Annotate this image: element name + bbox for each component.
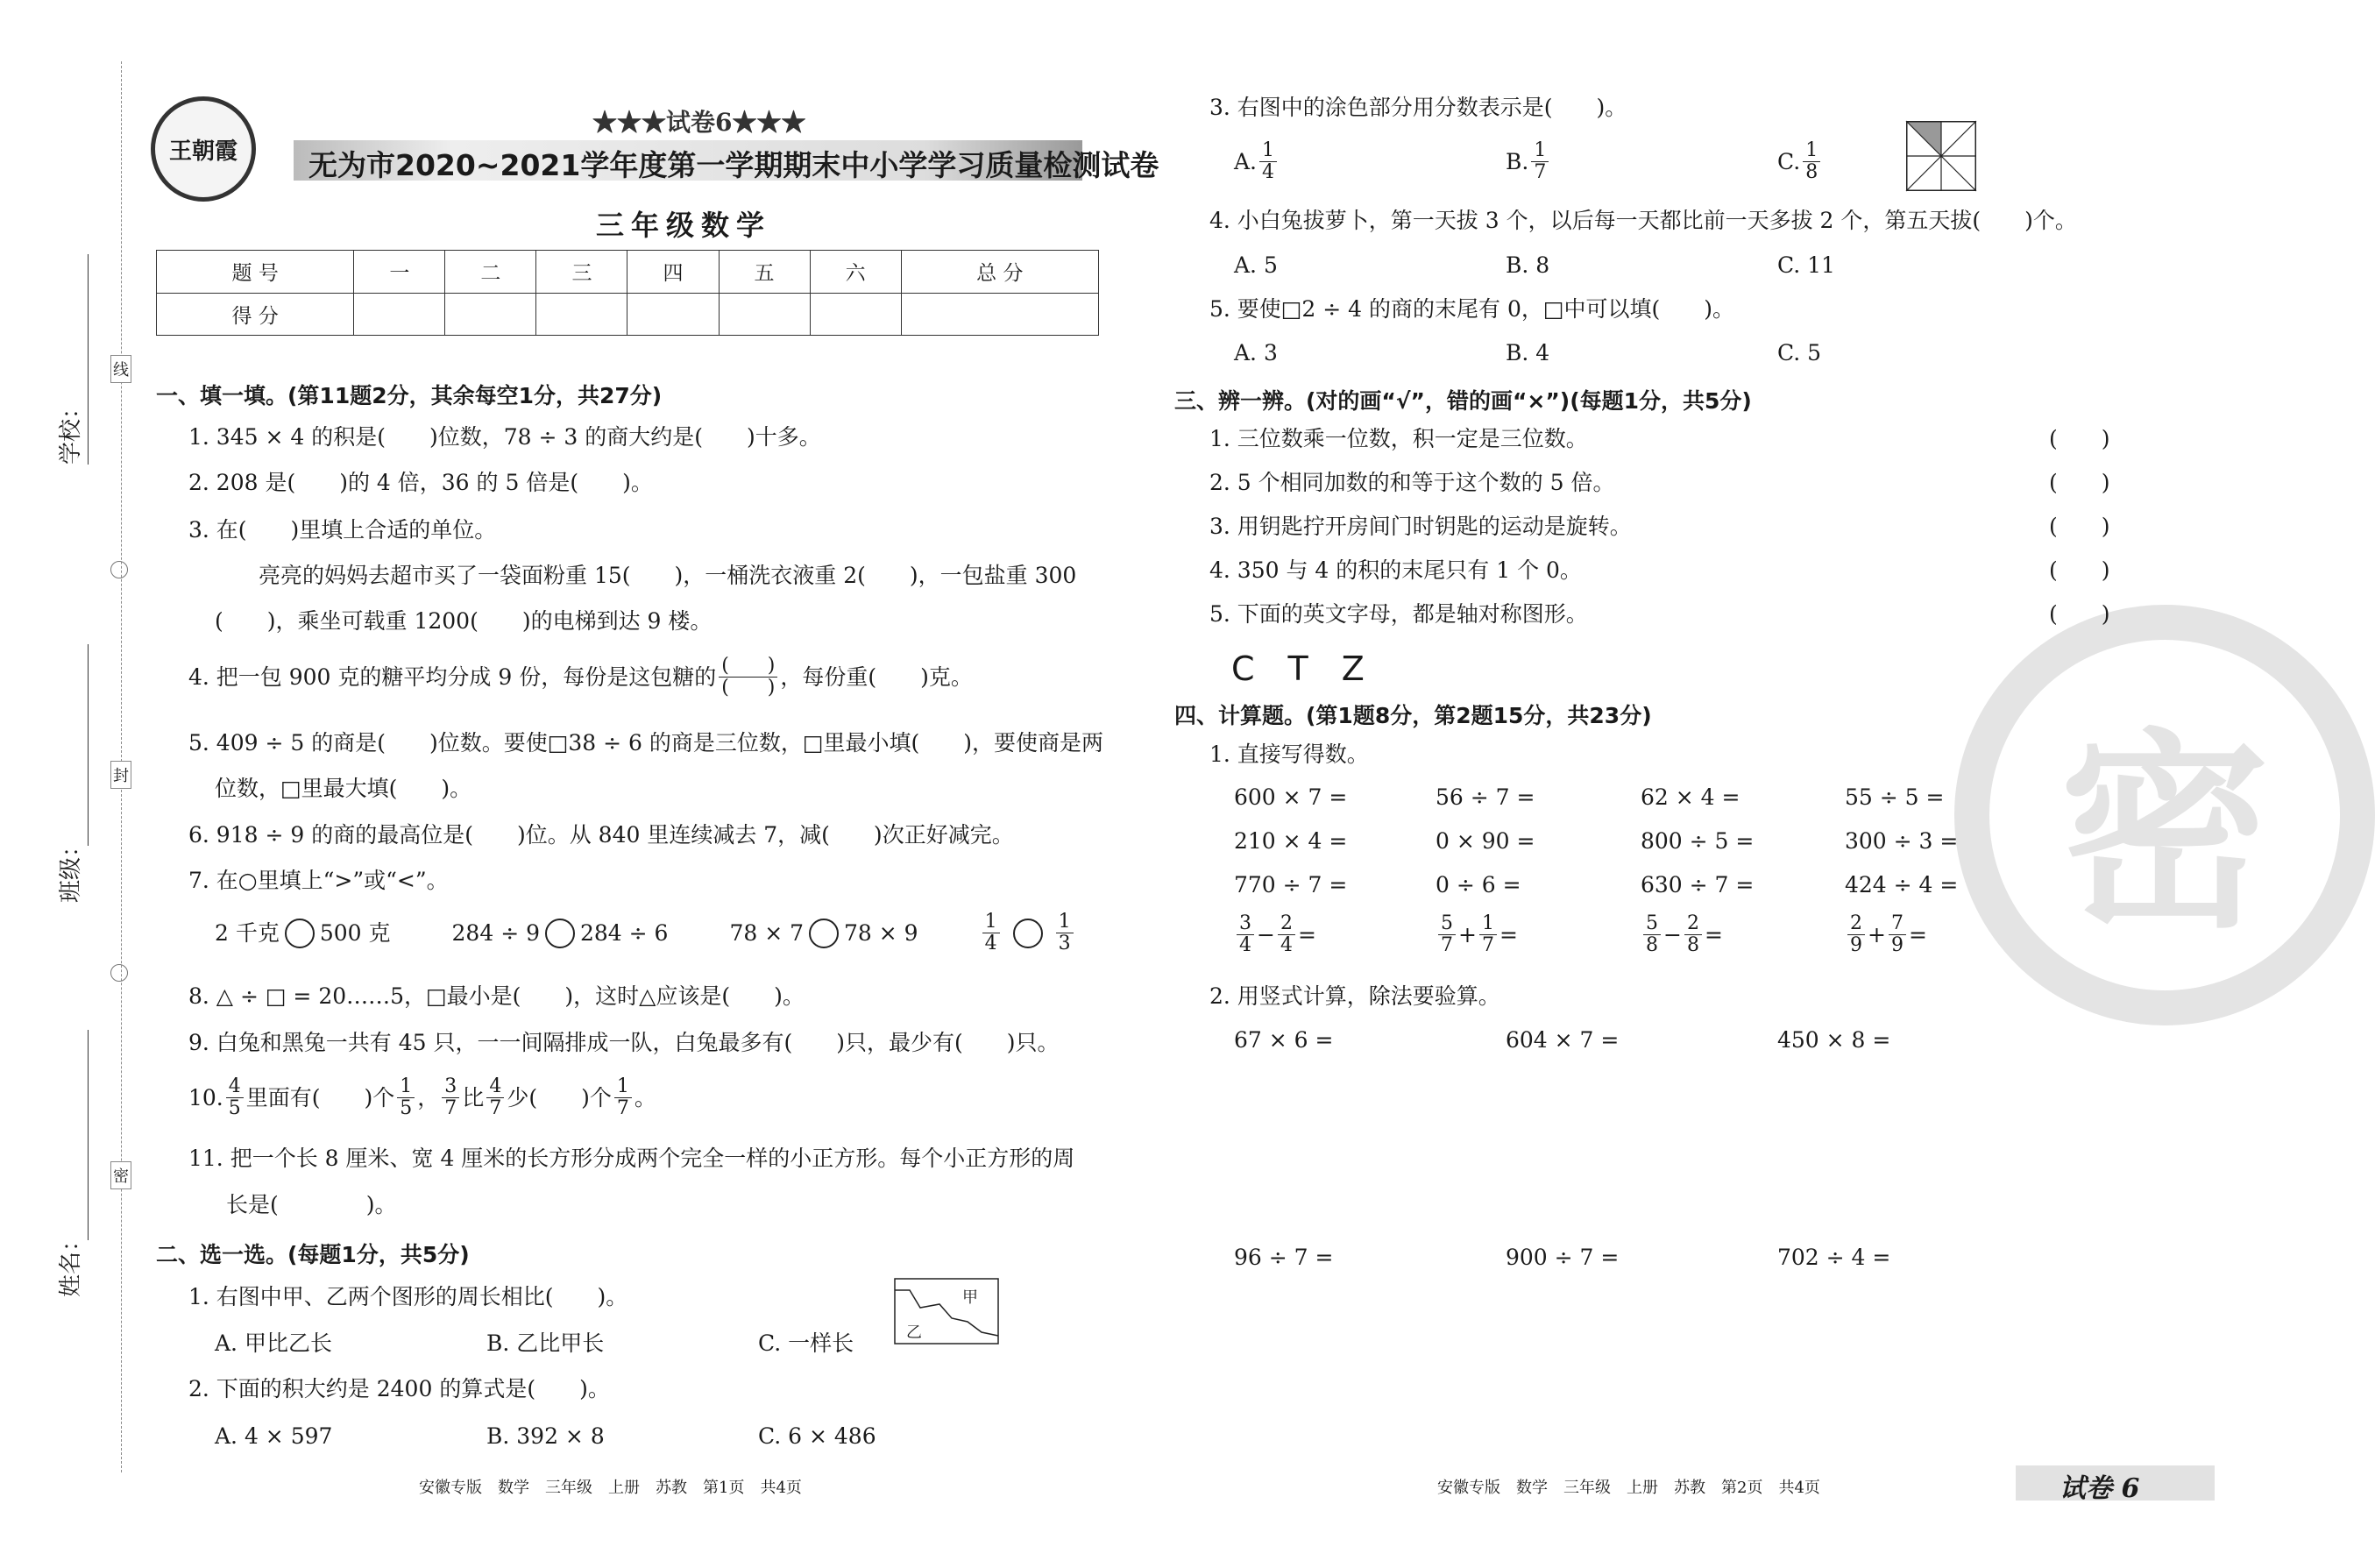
s3-answer-paren[interactable]: ( ) bbox=[2049, 470, 2110, 495]
fraction-2-9: $\frac{2}{9}$ bbox=[1847, 913, 1865, 956]
s3-item-1: 1. 三位数乘一位数，积一定是三位数。 bbox=[1209, 426, 1588, 451]
binding-circle-1 bbox=[110, 561, 128, 578]
calc-item: 630 ÷ 7 = bbox=[1641, 872, 1755, 898]
section1-title: 一、填一填。(第11题2分，其余每空1分，共27分) bbox=[156, 383, 663, 408]
compare-right: 500 克 bbox=[319, 919, 391, 946]
school-label: 学校： bbox=[58, 395, 84, 465]
s3-item-5: 5. 下面的英文字母，都是轴对称图形。 bbox=[1209, 601, 1588, 627]
score-header-cell: 总 分 bbox=[901, 251, 1098, 294]
compare-circle[interactable] bbox=[1013, 919, 1043, 948]
calc-item: 0 ÷ 6 = bbox=[1436, 872, 1521, 898]
s2-question-1: 1. 右图中甲、乙两个图形的周长相比( )。 bbox=[188, 1284, 628, 1309]
vertical-calc: 900 ÷ 7 = bbox=[1506, 1245, 1620, 1270]
s4-sub-1: 1. 直接写得数。 bbox=[1209, 741, 1369, 767]
vertical-calc: 67 × 6 = bbox=[1234, 1027, 1334, 1053]
fraction-4-5: $\frac{4}{5}$ bbox=[226, 1076, 244, 1119]
fraction-5-7: $\frac{5}{7}$ bbox=[1438, 913, 1456, 956]
calc-fraction-item: $\frac{5}{8}$ − $\frac{2}{8}$ = bbox=[1641, 913, 1723, 956]
s1-q10-text-c: 比 bbox=[462, 1084, 485, 1110]
vertical-calc: 96 ÷ 7 = bbox=[1234, 1245, 1334, 1270]
watermark-char: 密 bbox=[2059, 708, 2270, 956]
calc-fraction-item: $\frac{5}{7}$ + $\frac{1}{7}$ = bbox=[1436, 913, 1518, 956]
option-letter: B. bbox=[1506, 148, 1529, 174]
s1-q4-text-b: ，每份重( )克。 bbox=[780, 663, 973, 690]
fraction-7-9: $\frac{7}{9}$ bbox=[1889, 913, 1906, 956]
logo bbox=[151, 96, 256, 202]
calc-item: 56 ÷ 7 = bbox=[1436, 784, 1535, 810]
section2-title: 二、选一选。(每题1分，共5分) bbox=[156, 1242, 470, 1267]
paper-badge: ★★★试卷6★★★ bbox=[592, 108, 806, 137]
binding-mark-line: 线 bbox=[110, 355, 131, 383]
s3-item-3: 3. 用钥匙拧开房间门时钥匙的运动是旋转。 bbox=[1209, 514, 1632, 539]
s2-question-3: 3. 右图中的涂色部分用分数表示是( )。 bbox=[1209, 95, 1627, 120]
s1-question-9: 9. 白兔和黑兔一共有 45 只，一一间隔排成一队，白兔最多有( )只，最少有( )只。 bbox=[188, 1030, 1060, 1055]
compare-right: 284 ÷ 6 bbox=[580, 919, 669, 946]
score-table bbox=[156, 250, 1099, 336]
s2-q4-option-b[interactable]: B. 8 bbox=[1506, 252, 1550, 278]
footer-tag: 试卷 6 bbox=[2060, 1473, 2140, 1504]
s4-sub-2: 2. 用竖式计算，除法要验算。 bbox=[1209, 983, 1500, 1009]
school-field[interactable] bbox=[88, 254, 89, 465]
compare-left: 78 × 7 bbox=[729, 919, 805, 946]
fraction-2-4: $\frac{2}{4}$ bbox=[1278, 913, 1295, 956]
s2-q2-option-c[interactable]: C. 6 × 486 bbox=[758, 1423, 876, 1449]
footer-left: 安徽专版 数学 三年级 上册 苏教 第1页 共4页 bbox=[419, 1479, 802, 1497]
s1-q7-comparisons bbox=[215, 912, 1076, 954]
fraction-blank: $\frac{( )}{( )}$ bbox=[719, 656, 777, 699]
s1-question-11-line2: 长是( )。 bbox=[226, 1192, 397, 1217]
calc-item: 600 × 7 = bbox=[1234, 784, 1348, 810]
binding-circle-2 bbox=[110, 964, 128, 982]
fraction-1-7: $\frac{1}{7}$ bbox=[1479, 913, 1497, 956]
s1-question-6: 6. 918 ÷ 9 的商的最高位是( )位。从 840 里连续减去 7，减( )次正好减完。 bbox=[188, 822, 1014, 848]
s2-q4-option-c[interactable]: C. 11 bbox=[1777, 252, 1835, 278]
calc-item: 210 × 4 = bbox=[1234, 828, 1348, 854]
option-letter: C. bbox=[1777, 148, 1801, 174]
score-cell[interactable] bbox=[445, 293, 536, 336]
s3-answer-paren[interactable]: ( ) bbox=[2049, 426, 2110, 451]
calc-item: 62 × 4 = bbox=[1641, 784, 1740, 810]
score-cell[interactable] bbox=[354, 293, 445, 336]
s1-question-5-line1: 5. 409 ÷ 5 的商是( )位数。要使□38 ÷ 6 的商是三位数，□里最小填( )，要使商是两 bbox=[188, 730, 1103, 756]
s1-question-3-line1: 亮亮的妈妈去超市买了一袋面粉重 15( )，一桶洗衣液重 2( )，一包盐重 300 bbox=[259, 563, 1077, 588]
fraction-1-8: $\frac{1}{8}$ bbox=[1803, 140, 1820, 183]
fraction-3-4: $\frac{3}{4}$ bbox=[1237, 913, 1254, 956]
fraction-3-7: $\frac{3}{7}$ bbox=[442, 1076, 459, 1119]
s3-answer-paren[interactable]: ( ) bbox=[2049, 601, 2110, 627]
logo-text: 王朝霞 bbox=[168, 138, 238, 165]
s2-q3-option-a[interactable] bbox=[1234, 140, 1280, 183]
score-value-row bbox=[157, 293, 1099, 336]
score-cell[interactable] bbox=[719, 293, 810, 336]
s1-question-8: 8. △ ÷ □ = 20……5，□最小是( )，这时△应该是( )。 bbox=[188, 983, 805, 1009]
s2-q5-option-c[interactable]: C. 5 bbox=[1777, 340, 1822, 365]
score-cell[interactable] bbox=[536, 293, 627, 336]
s1-q10-text-b: 里面有( )个 bbox=[245, 1084, 395, 1110]
shaded-square-figure bbox=[1906, 121, 1976, 191]
s2-q1-option-a[interactable]: A. 甲比乙长 bbox=[215, 1330, 332, 1356]
binding-mark-seal: 封 bbox=[110, 761, 131, 789]
name-label: 姓名： bbox=[58, 1228, 84, 1297]
figure-label-jia: 甲 bbox=[962, 1288, 978, 1307]
s2-q2-option-b[interactable]: B. 392 × 8 bbox=[486, 1423, 605, 1449]
exam-title: 无为市2020~2021学年度第一学期期末中小学学习质量检测试卷 bbox=[308, 148, 1159, 182]
footer-right: 安徽专版 数学 三年级 上册 苏教 第2页 共4页 bbox=[1437, 1479, 1820, 1497]
s2-q4-option-a[interactable]: A. 5 bbox=[1234, 252, 1278, 278]
name-field[interactable] bbox=[88, 1030, 89, 1240]
figure-label-yi: 乙 bbox=[906, 1323, 922, 1342]
calc-item: 800 ÷ 5 = bbox=[1641, 828, 1755, 854]
s1-q4-text-a: 4. 把一包 900 克的糖平均分成 9 份，每份是这包糖的 bbox=[188, 663, 717, 690]
s2-q5-option-a[interactable]: A. 3 bbox=[1234, 340, 1278, 365]
score-header-cell: 二 bbox=[445, 251, 536, 294]
class-label: 班级： bbox=[58, 834, 84, 903]
vertical-calc: 702 ÷ 4 = bbox=[1777, 1245, 1891, 1270]
s1-q10-text-d: 少( )个 bbox=[507, 1084, 612, 1110]
watermark-seal bbox=[1954, 605, 2375, 1025]
s3-answer-paren[interactable]: ( ) bbox=[2049, 557, 2110, 583]
fraction-1-4: $\frac{1}{4}$ bbox=[982, 912, 1000, 954]
s2-question-4: 4. 小白兔拔萝卜，第一天拔 3 个，以后每一天都比前一天多拔 2 个，第五天拔( )个。 bbox=[1209, 208, 2077, 233]
fraction-1-7: $\frac{1}{7}$ bbox=[614, 1076, 632, 1119]
s3-answer-paren[interactable]: ( ) bbox=[2049, 514, 2110, 539]
score-cell[interactable] bbox=[627, 293, 719, 336]
s1-q10-number: 10. bbox=[188, 1084, 223, 1110]
fraction-1-4: $\frac{1}{4}$ bbox=[1259, 140, 1277, 183]
s2-q3-option-b[interactable] bbox=[1506, 140, 1551, 183]
score-header-row bbox=[157, 251, 1099, 294]
s2-q1-option-b[interactable]: B. 乙比甲长 bbox=[486, 1330, 605, 1356]
compare-circle[interactable] bbox=[809, 919, 839, 948]
subject-title: 三年级数学 bbox=[596, 209, 772, 242]
option-letter: A. bbox=[1234, 148, 1258, 174]
s3-item-2: 2. 5 个相同加数的和等于这个数的 5 倍。 bbox=[1209, 470, 1615, 495]
score-cell[interactable] bbox=[901, 293, 1098, 336]
s3-letters: C T Z bbox=[1231, 649, 1365, 688]
compare-circle[interactable] bbox=[285, 919, 315, 948]
calc-item: 300 ÷ 3 = bbox=[1845, 828, 1959, 854]
fraction-4-7: $\frac{4}{7}$ bbox=[486, 1076, 504, 1119]
section4-title: 四、计算题。(第1题8分，第2题15分，共23分) bbox=[1174, 703, 1652, 728]
calc-item: 55 ÷ 5 = bbox=[1845, 784, 1945, 810]
fraction-1-3: $\frac{1}{3}$ bbox=[1056, 912, 1074, 954]
shaded-square-svg bbox=[1906, 121, 1976, 191]
s2-q3-option-c[interactable] bbox=[1777, 140, 1823, 183]
vertical-calc: 604 × 7 = bbox=[1506, 1027, 1620, 1053]
compare-right: 78 × 9 bbox=[844, 919, 918, 946]
fraction-1-5: $\frac{1}{5}$ bbox=[397, 1076, 415, 1119]
s2-q1-option-c[interactable]: C. 一样长 bbox=[758, 1330, 854, 1356]
s2-q5-option-b[interactable]: B. 4 bbox=[1506, 340, 1550, 365]
s1-question-1: 1. 345 × 4 的积是( )位数，78 ÷ 3 的商大约是( )十多。 bbox=[188, 424, 821, 450]
s1-question-7: 7. 在○里填上“>”或“<”。 bbox=[188, 868, 449, 893]
s2-question-5: 5. 要使□2 ÷ 4 的商的末尾有 0，□中可以填( )。 bbox=[1209, 296, 1735, 322]
s1-question-2: 2. 208 是( )的 4 倍，36 的 5 倍是( )。 bbox=[188, 470, 653, 495]
s1-question-10: 10. $\frac{4}{5}$ 里面有( )个 $\frac{1}{5}$ ， $\frac{3}{7}$ 比 $\frac{4}{7}$ 少( )个 $\frac{1}{7}$ 。 bbox=[188, 1075, 656, 1119]
calc-item: 424 ÷ 4 = bbox=[1845, 872, 1959, 898]
calc-item: 770 ÷ 7 = bbox=[1234, 872, 1348, 898]
s1-question-4 bbox=[188, 656, 973, 699]
s1-question-11-line1: 11. 把一个长 8 厘米、宽 4 厘米的长方形分成两个完全一样的小正方形。每个小正方形的周 bbox=[188, 1146, 1075, 1171]
fraction-5-8: $\frac{5}{8}$ bbox=[1643, 913, 1661, 956]
section3-title: 三、辨一辨。(对的画“√”，错的画“×”)(每题1分，共5分) bbox=[1174, 388, 1752, 414]
s3-item-4: 4. 350 与 4 的积的末尾只有 1 个 0。 bbox=[1209, 557, 1582, 583]
fraction-1-7: $\frac{1}{7}$ bbox=[1531, 140, 1549, 183]
s1-question-3: 3. 在( )里填上合适的单位。 bbox=[188, 517, 497, 543]
compare-left: 284 ÷ 9 bbox=[451, 919, 540, 946]
score-header-cell: 五 bbox=[719, 251, 810, 294]
calc-item: 0 × 90 = bbox=[1436, 828, 1535, 854]
class-field[interactable] bbox=[88, 644, 89, 846]
score-header-cell: 六 bbox=[810, 251, 901, 294]
calc-fraction-item: $\frac{2}{9}$ + $\frac{7}{9}$ = bbox=[1845, 913, 1927, 956]
score-cell[interactable] bbox=[810, 293, 901, 336]
score-header-cell: 四 bbox=[627, 251, 719, 294]
s2-question-2: 2. 下面的积大约是 2400 的算式是( )。 bbox=[188, 1376, 610, 1401]
compare-circle[interactable] bbox=[545, 919, 575, 948]
s1-question-5-line2: 位数，□里最大填( )。 bbox=[215, 776, 472, 801]
binding-mark-secret: 密 bbox=[110, 1161, 131, 1189]
s2-q2-option-a[interactable]: A. 4 × 597 bbox=[215, 1423, 333, 1449]
score-row-label: 得 分 bbox=[157, 293, 354, 336]
score-header-cell: 题 号 bbox=[157, 251, 354, 294]
vertical-calc: 450 × 8 = bbox=[1777, 1027, 1891, 1053]
calc-fraction-item: $\frac{3}{4}$ − $\frac{2}{4}$ = bbox=[1234, 913, 1316, 956]
compare-left: 2 千克 bbox=[215, 919, 280, 946]
s1-question-3-line2: ( )，乘坐可载重 1200( )的电梯到达 9 楼。 bbox=[215, 608, 712, 634]
score-header-cell: 一 bbox=[354, 251, 445, 294]
score-header-cell: 三 bbox=[536, 251, 627, 294]
perimeter-figure bbox=[894, 1278, 999, 1345]
fraction-2-8: $\frac{2}{8}$ bbox=[1684, 913, 1702, 956]
